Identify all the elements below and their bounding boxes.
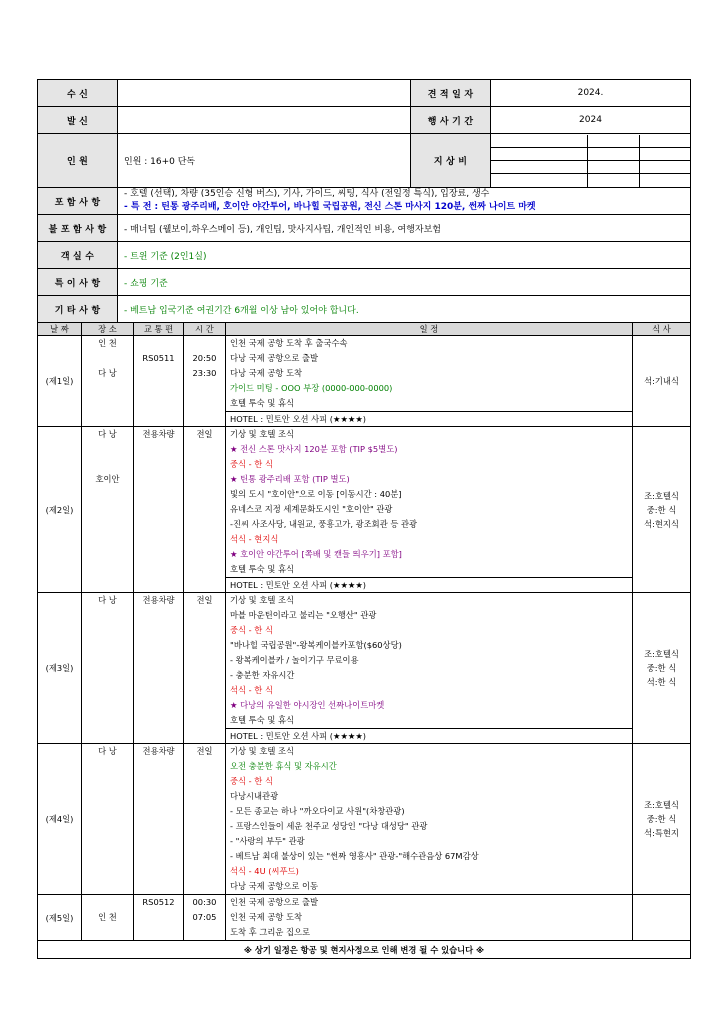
time-cell <box>184 744 226 895</box>
schedule-table <box>37 322 691 959</box>
transport-text <box>134 336 183 351</box>
itinerary-line: 다낭 국제 공항 도착 <box>230 368 303 378</box>
transport-text: 전용차량 <box>142 429 175 439</box>
day-label: (제3일) <box>38 593 82 744</box>
place-cell <box>82 895 134 941</box>
place-text: 인 천 <box>98 912 117 922</box>
itinerary-cell <box>226 744 633 895</box>
land-cost-cell[interactable] <box>639 161 691 174</box>
land-cost-cell[interactable] <box>491 174 587 187</box>
schedule-day-row <box>38 895 691 941</box>
schedule-day-row <box>38 744 691 895</box>
place-cell <box>82 744 134 895</box>
itinerary-line: 호텔 투숙 및 휴식 <box>230 715 295 725</box>
itinerary-line: 마블 마운틴이라고 불리는 "오행산" 관광 <box>230 610 377 620</box>
place-cell <box>82 593 134 744</box>
rooms-label: 객 실 수 <box>38 242 118 269</box>
place-text <box>82 351 133 366</box>
land-cost-cell[interactable] <box>639 135 691 148</box>
itinerary-line: 인천 국제 공항 도착 후 출국수속 <box>230 338 348 348</box>
column-header: 일 정 <box>226 323 633 336</box>
rooms-value: - 트윈 기준 (2인1실) <box>118 242 691 269</box>
itinerary-line: 기상 및 호텔 조식 <box>230 429 295 439</box>
place-text: 다 낭 <box>98 746 117 756</box>
itinerary-line: - 베트남 최대 불상이 있는 "썬짜 영흥사" 관광-"해수관음상 67M감상 <box>230 851 479 861</box>
day-label: (제5일) <box>38 895 82 941</box>
itinerary-line: ★ 호이안 야간투어 [쪽배 및 캔들 띄우기] 포함] <box>230 549 402 559</box>
land-cost-cell[interactable] <box>491 161 587 174</box>
recipient-label: 수 신 <box>38 80 118 107</box>
transport-text: 전용차량 <box>142 746 175 756</box>
transport-cell <box>134 744 184 895</box>
time-text: 20:50 <box>192 353 217 363</box>
transport-cell <box>134 895 184 941</box>
itinerary-line: 중식 - 한 식 <box>230 625 273 635</box>
schedule-footer-note: ※ 상기 일정은 항공 및 현지사정으로 인해 변경 될 수 있습니다 ※ <box>38 941 691 959</box>
schedule-body <box>38 336 691 941</box>
place-text: 호이안 <box>95 474 120 484</box>
land-cost-cell[interactable] <box>587 148 639 161</box>
itinerary-cell <box>226 593 633 744</box>
land-cost-cell[interactable] <box>587 174 639 187</box>
meal-text: 석:한 식 <box>646 677 677 687</box>
itinerary-line: 호텔 투숙 및 휴식 <box>230 398 295 408</box>
itinerary-line: 호텔 투숙 및 휴식 <box>230 564 295 574</box>
land-cost-cell[interactable] <box>639 148 691 161</box>
hotel-line: HOTEL : 민토안 오션 사피 (★★★★) <box>226 411 633 426</box>
column-header: 시 간 <box>184 323 226 336</box>
included-value <box>118 188 691 215</box>
day-label: (제2일) <box>38 427 82 593</box>
meals-cell <box>633 336 691 427</box>
time-text <box>184 336 225 351</box>
place-cell <box>82 427 134 593</box>
itinerary-line: - 충분한 자유시간 <box>230 670 295 680</box>
itinerary-line: - "사랑의 부두" 관광 <box>230 836 305 846</box>
hotel-line: HOTEL : 민토안 오션 사피 (★★★★) <box>226 728 633 743</box>
land-cost-cell[interactable] <box>639 174 691 187</box>
land-cost-label: 지 상 비 <box>411 134 491 188</box>
place-text <box>82 895 133 910</box>
meal-text: 조:호텔식 <box>644 490 679 501</box>
other-value: - 베트남 입국기준 여권기간 6개월 이상 남아 있어야 합니다. <box>118 296 691 323</box>
time-cell <box>184 895 226 941</box>
place-text: 인 천 <box>98 338 117 348</box>
itinerary-line: ★ 다낭의 유일한 야시장인 선짜나이트마켓 <box>230 700 385 710</box>
time-text: 07:05 <box>192 912 217 922</box>
time-cell <box>184 336 226 427</box>
place-text: 다 낭 <box>98 368 117 378</box>
transport-text: RS0511 <box>142 353 175 363</box>
itinerary-line: 다낭 국제 공항으로 이동 <box>230 881 319 891</box>
transport-text: 전용차량 <box>142 595 175 605</box>
place-text: 다 낭 <box>98 595 117 605</box>
meal-text: 석:기내식 <box>644 376 679 386</box>
other-label: 기 타 사 항 <box>38 296 118 323</box>
itinerary-line: -진씨 사조사당, 내원교, 풍흥고가, 광조회관 등 관광 <box>230 519 418 529</box>
meal-text: 조:호텔식 <box>644 649 679 659</box>
meals-cell <box>633 593 691 744</box>
land-cost-grid <box>491 134 691 188</box>
meal-text: 석:특현지 <box>644 828 679 838</box>
meal-text: 중:한 식 <box>646 663 677 673</box>
itinerary-line: - 왕복케이블카 / 놀이기구 무료이용 <box>230 655 359 665</box>
schedule-day-row <box>38 593 691 744</box>
itinerary-line: 도착 후 그리운 집으로 <box>230 927 311 937</box>
itinerary-line: 가이드 미팅 - OOO 부장 (0000-000-0000) <box>230 383 393 393</box>
quote-date-value[interactable]: 2024. <box>491 80 691 107</box>
itinerary-line: - 모든 종교는 하나 "까오다이교 사원"(차창관광) <box>230 806 405 816</box>
time-text: 전일 <box>196 595 213 605</box>
tour-period-label: 행 사 기 간 <box>411 107 491 134</box>
time-text: 00:30 <box>192 897 217 907</box>
transport-cell <box>134 593 184 744</box>
itinerary-cell <box>226 427 633 593</box>
itinerary-line: 오전 충분한 휴식 및 자유시간 <box>230 761 337 771</box>
schedule-day-row <box>38 427 691 593</box>
land-cost-cell[interactable] <box>491 135 587 148</box>
itinerary-line: 기상 및 호텔 조식 <box>230 595 295 605</box>
itinerary-line: 유네스코 지정 세계문화도시인 "호이안" 관광 <box>230 504 393 514</box>
quote-date-label: 견 적 일 자 <box>411 80 491 107</box>
excluded-value: - 매너팁 (웰보이,하우스메이 등), 개인팁, 맛사지사팁, 개인적인 비용, 여행자보험 <box>118 215 691 242</box>
time-text: 전일 <box>196 429 213 439</box>
itinerary-line: 석식 - 현지식 <box>230 534 279 544</box>
time-text: 전일 <box>196 746 213 756</box>
itinerary-cell <box>226 336 633 427</box>
transport-cell <box>134 427 184 593</box>
people-value[interactable]: 인원 : 16+0 단독 <box>118 134 411 188</box>
itinerary-line: 인천 국제 공항 도착 <box>230 912 303 922</box>
day-label: (제4일) <box>38 744 82 895</box>
itinerary-line: ★ 틴통 광주리배 포함 (TIP 별도) <box>230 474 350 484</box>
sender-value[interactable] <box>118 107 411 134</box>
column-header: 장 소 <box>82 323 134 336</box>
recipient-value[interactable] <box>118 80 411 107</box>
meals-cell <box>633 427 691 593</box>
itinerary-line: - 프랑스인들이 세운 천주교 성당인 "다낭 대성당" 관광 <box>230 821 428 831</box>
itinerary-line: 다낭시내관광 <box>230 791 279 801</box>
day-label: (제1일) <box>38 336 82 427</box>
itinerary-line: 석식 - 한 식 <box>230 685 273 695</box>
land-cost-cell[interactable] <box>587 135 639 148</box>
header-table <box>37 79 691 323</box>
included-special-line: - 특 전 : 틴통 광주리배, 호이안 야간투어, 바나힐 국립공원, 전신 스톤 마사지 120분, 썬짜 나이트 마켓 <box>124 202 536 212</box>
people-label: 인 원 <box>38 134 118 188</box>
included-line: - 호텔 (선택), 차량 (35인승 신형 버스), 기사, 가이드, 씨팅, 식사 (전일정 특식), 입장료, 생수 <box>124 189 490 199</box>
sender-label: 발 신 <box>38 107 118 134</box>
quote-document <box>37 79 690 959</box>
itinerary-line: 석식 - 4U (씨푸드) <box>230 866 299 876</box>
tour-period-value[interactable]: 2024 <box>491 107 691 134</box>
meal-text: 중:한 식 <box>646 504 677 515</box>
itinerary-line: 기상 및 호텔 조식 <box>230 746 295 756</box>
itinerary-line: ★ 전신 스톤 맛사지 120분 포함 (TIP $5별도) <box>230 444 398 454</box>
transport-text: RS0512 <box>142 897 175 907</box>
place-text: 다 낭 <box>98 429 117 439</box>
schedule-day-row <box>38 336 691 427</box>
hotel-line: HOTEL : 민토안 오션 사피 (★★★★) <box>226 577 633 592</box>
time-text: 23:30 <box>192 368 217 378</box>
meal-text: 중:한 식 <box>646 814 677 824</box>
meals-cell <box>633 744 691 895</box>
itinerary-line: 중식 - 한 식 <box>230 459 273 469</box>
special-value: - 쇼핑 기준 <box>118 269 691 296</box>
place-text <box>82 457 133 472</box>
land-cost-cell[interactable] <box>491 148 587 161</box>
itinerary-line: 다낭 국제 공항으로 출발 <box>230 353 319 363</box>
column-header: 날 짜 <box>38 323 82 336</box>
time-cell <box>184 593 226 744</box>
included-label: 포 함 사 항 <box>38 188 118 215</box>
transport-cell <box>134 336 184 427</box>
land-cost-cell[interactable] <box>587 161 639 174</box>
meal-text: 석:현지식 <box>644 518 679 529</box>
time-cell <box>184 427 226 593</box>
itinerary-line: 빛의 도시 "호이안"으로 이동 [이동시간 : 40분] <box>230 489 402 499</box>
special-label: 특 이 사 항 <box>38 269 118 296</box>
place-text <box>82 442 133 457</box>
column-header: 교 통 편 <box>134 323 184 336</box>
itinerary-line: "바나힐 국립공원"-왕복케이블카포함($60상당) <box>230 640 402 650</box>
itinerary-line: 인천 국제 공항으로 출발 <box>230 897 319 907</box>
column-header: 식 사 <box>633 323 691 336</box>
itinerary-cell <box>226 895 633 941</box>
itinerary-line: 중식 - 한 식 <box>230 776 273 786</box>
place-cell <box>82 336 134 427</box>
meal-text: 조:호텔식 <box>644 800 679 810</box>
meals-cell <box>633 895 691 941</box>
excluded-label: 불 포 함 사 항 <box>38 215 118 242</box>
